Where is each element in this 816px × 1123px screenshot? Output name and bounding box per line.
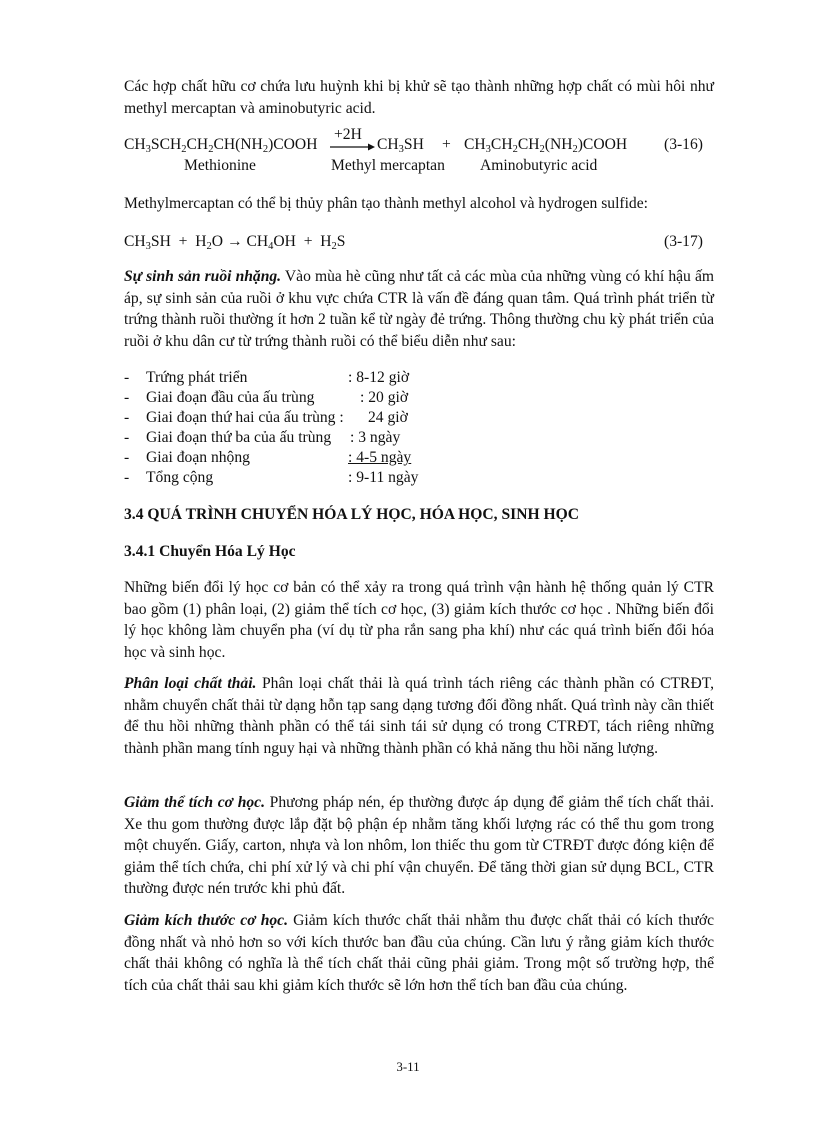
list-item: - Giai đoạn nhộng : 4-5 ngày <box>124 449 412 466</box>
paragraph-waste-sorting: Phân loại chất thải. Phân loại chất thải là quá trình tách riêng các thành phần có CTRĐT, nhằm chuyển chất thải từ dạng hỗn tạp sang dạng tương đối đồng nhất. Quá trình này cần thiết để thu hồi những thành phần có thể tái sinh tái sử dụng có trong CTRĐT, tách riêng những thành phần mang tính nguy hại và những thành phần có khả năng thu hồi năng lượng. <box>124 675 714 757</box>
run-in-heading-size-reduction: Giảm kích thước cơ học. <box>124 912 288 929</box>
label-methyl-mercaptan: Methyl mercaptan <box>331 157 445 174</box>
equation-3-16 <box>124 134 317 158</box>
section-heading-3-4: 3.4 QUÁ TRÌNH CHUYỂN HÓA LÝ HỌC, HÓA HỌC, SINH HỌC <box>124 506 580 523</box>
list-item: - Giai đoạn đầu của ấu trùng : 20 giờ <box>124 389 409 406</box>
equation-number-3-16: (3-16) <box>664 136 703 153</box>
label-methionine: Methionine <box>184 157 256 174</box>
list-item: - Giai đoạn thứ hai của ấu trùng : 24 giờ <box>124 409 408 426</box>
paragraph-size-reduction: Giảm kích thước cơ học. Giảm kích thước chất thải nhằm thu được chất thải có kích thước đồng nhất và nhỏ hơn so với kích thước ban đầu của chúng. Cần lưu ý rằng giảm kích thước chất thải không có nghĩa là thể tích chất thải cũng phải giảm. Trong một số trường hợp, thể tích của chất thải sau khi giảm kích thước sẽ lớn hơn thể tích ban đầu của chúng. <box>124 912 714 994</box>
paragraph-methylmercaptan: Methylmercaptan có thể bị thủy phân tạo thành methyl alcohol và hydrogen sulfide: <box>124 195 648 212</box>
eq1-arrow-label: +2H <box>334 126 362 143</box>
paragraph-physical-changes: Những biến đổi lý học cơ bản có thể xảy ra trong quá trình vận hành hệ thống quản lý CTR bao gồm (1) phân loại, (2) giảm thể tích cơ học, (3) giảm kích thước cơ học . Những biến đổi lý học không làm chuyển pha (ví dụ từ pha rắn sang pha khí) như các quá trình biến đổi hóa học và sinh học. <box>124 579 714 661</box>
list-item: - Trứng phát triển : 8-12 giờ <box>124 369 410 386</box>
reaction-arrow-icon <box>330 142 376 152</box>
paragraph-fly-breeding: Sự sinh sản ruồi nhặng. Vào mùa hè cũng như tất cả các mùa của những vùng có khí hậu ấm áp, sự sinh sản của ruồi ở khu vực chứa CTR là vấn đề đáng quan tâm. Quá trình phát triển từ trứng thành ruồi thường ít hơn 2 tuần kể từ ngày đẻ trứng. Thông thường chu kỳ phát triển của ruồi ở khu dân cư từ trứng thành ruồi có thể biểu diễn như sau: <box>124 268 714 350</box>
eq2-arrow-icon: → <box>226 233 243 250</box>
paragraph-sulfur-compounds: Các hợp chất hữu cơ chứa lưu huỳnh khi bị khử sẽ tạo thành những hợp chất có mùi hôi như methyl mercaptan và aminobutyric acid. <box>124 78 714 117</box>
run-in-heading-fly-breeding: Sự sinh sản ruồi nhặng. <box>124 268 282 285</box>
eq1-product-aminobutyric: CH3CH2CH2(NH2)COOH <box>464 136 628 155</box>
page-number: 3-11 <box>396 1059 420 1074</box>
label-aminobutyric-acid: Aminobutyric acid <box>480 157 598 174</box>
run-in-heading-volume-reduction: Giảm thể tích cơ học. <box>124 794 265 811</box>
eq1-product-methyl-mercaptan: CH3SH <box>377 136 424 155</box>
list-item: - Giai đoạn thứ ba của ấu trùng : 3 ngày <box>124 429 401 446</box>
subsection-heading-3-4-1: 3.4.1 Chuyển Hóa Lý Học <box>124 543 296 560</box>
list-item: - Tổng cộng : 9-11 ngày <box>124 469 419 486</box>
eq1-reactant: CH3SCH2CH2CH(NH2)COOH <box>124 136 318 155</box>
run-in-heading-waste-sorting: Phân loại chất thải. <box>124 675 257 692</box>
paragraph-volume-reduction: Giảm thể tích cơ học. Phương pháp nén, ép thường được áp dụng để giảm thể tích chất thải. Xe thu gom thường được lắp đặt bộ phận ép nhằm tăng khối lượng rác có thể thu gom trong một chuyến. Giấy, carton, nhựa và lon nhôm, lon thiếc thu gom từ CTRĐT được đóng kiện để giảm thể tích chứa, chi phí xử lý và chi phí vận chuyển. Để tăng thời gian sử dụng BCL, CTR thường được nén trước khi phủ đất. <box>124 794 714 897</box>
eq1-plus: + <box>442 136 451 153</box>
equation-number-3-17: (3-17) <box>664 233 703 250</box>
equation-3-17: CH3SH + H2O → CH4OH + H2S <box>124 233 346 252</box>
